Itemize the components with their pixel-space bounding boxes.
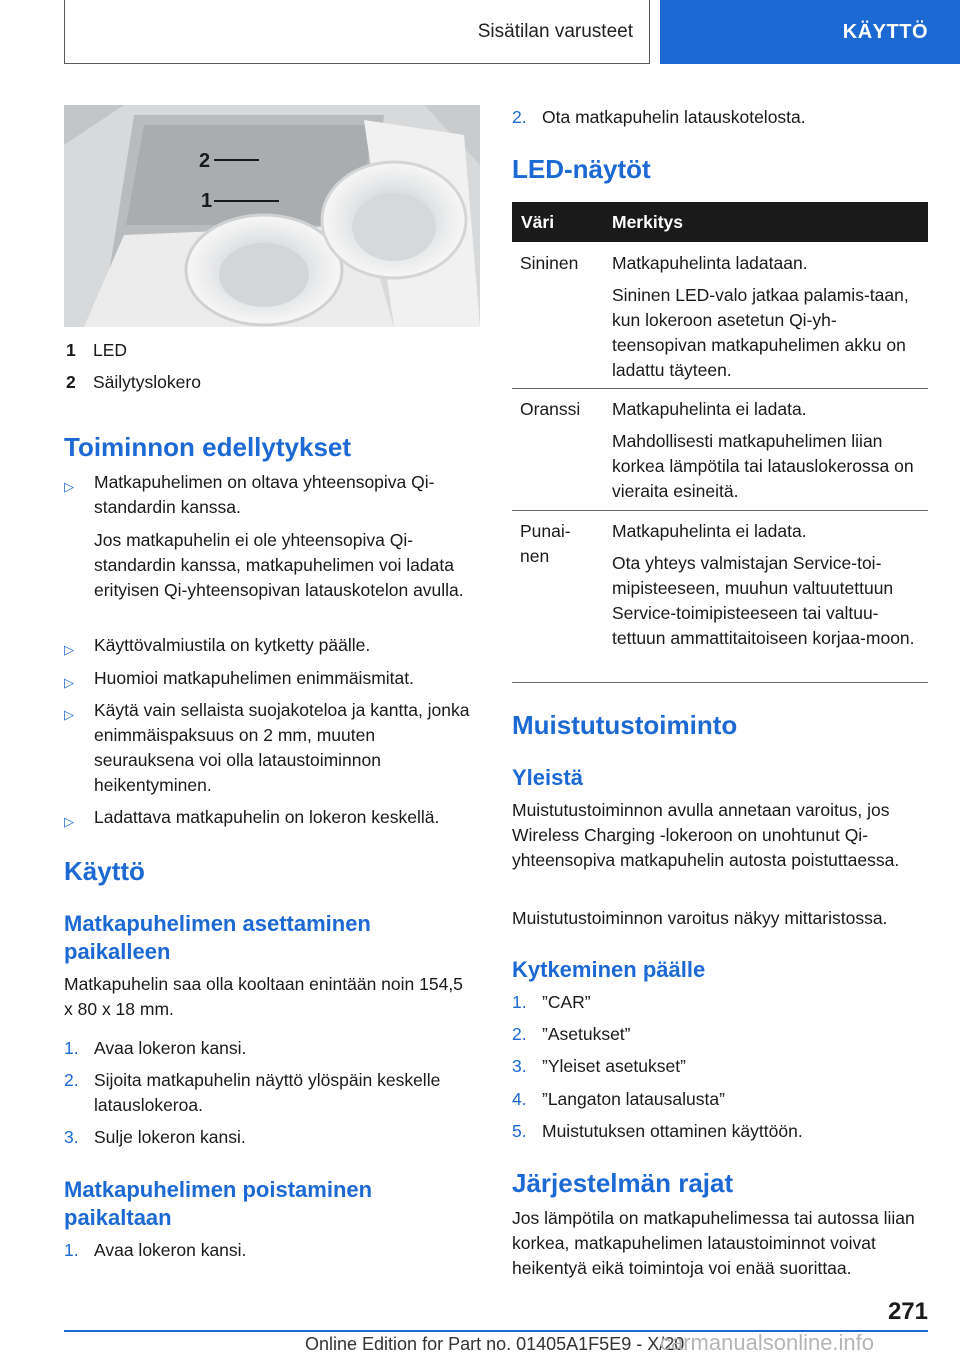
- table-divider: [512, 682, 928, 683]
- insert-heading: Matkapuhelimen asettaminen paikalleen: [64, 911, 371, 964]
- edition-text: Online Edition for Part no. 01405A1F5E9 - X/20: [305, 1334, 685, 1354]
- table-row-meaning: Matkapuhelinta ei ladata.: [612, 521, 807, 541]
- legend-num: 1: [66, 340, 76, 360]
- step-text: ”Langaton latausalusta”: [542, 1089, 725, 1109]
- use-heading: Käyttö: [64, 856, 145, 886]
- list-item-text: Huomioi matkapuhelimen enimmäismitat.: [94, 668, 414, 688]
- step-number: 2.: [64, 1070, 79, 1090]
- legend-text: Säilytyslokero: [93, 372, 201, 392]
- step-number: 2.: [512, 1024, 527, 1044]
- col-meaning-header: Merkitys: [612, 212, 684, 232]
- step-number: 2.: [512, 107, 527, 127]
- step-number: 5.: [512, 1121, 527, 1141]
- reminder-heading: Muistutustoiminto: [512, 710, 738, 740]
- step-text: Sijoita matkapuhelin näyttö ylöspäin keskelle latauslokeroa.: [94, 1070, 441, 1115]
- led-heading: LED-näytöt: [512, 154, 651, 184]
- general-paragraph: Muistutustoiminnon avulla annetaan varoitus, jos Wireless Charging -lokeroon on unohtunut Qi-yhteensopiva matkapuhelin autosta poistuttaessa.: [512, 800, 900, 870]
- list-item-text: Käyttövalmiustila on kytketty päälle.: [94, 635, 371, 655]
- step-text: ”Yleiset asetukset”: [542, 1056, 686, 1076]
- insert-text: Matkapuhelin saa olla kooltaan enintään noin 154,5 x 80 x 18 mm.: [64, 974, 463, 1019]
- remove-heading: Matkapuhelimen poistaminen paikaltaan: [64, 1177, 373, 1230]
- table-row-meaning: Sininen LED-valo jatkaa palamis-taan, kun lokeroon asetetun Qi-yh-teensopivan matkapuhelimen akku on ladattu täyteen.: [612, 285, 909, 380]
- watermark: carmanualsonline.info: [660, 1330, 875, 1355]
- triangle-bullet-icon: ▷: [64, 814, 74, 829]
- header-section: [64, 0, 650, 64]
- table-row-color: Oranssi: [520, 399, 581, 419]
- step-text: Muistutuksen ottaminen käyttöön.: [542, 1121, 803, 1141]
- general-heading: Yleistä: [512, 765, 583, 790]
- header-chapter-title: KÄYTTÖ: [842, 20, 928, 43]
- header-chapter: [660, 0, 960, 64]
- list-item-text: Matkapuhelimen on oltava yhteensopiva Qi-standardin kanssa.: [94, 472, 435, 517]
- step-text: Avaa lokeron kansi.: [94, 1038, 247, 1058]
- step-number: 4.: [512, 1089, 527, 1109]
- table-row-color: Punai-nen: [520, 521, 571, 566]
- limits-paragraph: Jos lämpötila on matkapuhelimessa tai autossa liian korkea, matkapuhelimen lataustoiminnot voivat heikentyä eikä toimintoja voi enää suorittaa.: [512, 1208, 915, 1278]
- wireless-charging-tray-image: [64, 105, 480, 327]
- triangle-bullet-icon: ▷: [64, 642, 74, 657]
- step-text: Sulje lokeron kansi.: [94, 1127, 246, 1147]
- triangle-bullet-icon: ▷: [64, 479, 74, 494]
- legend-num: 2: [66, 372, 76, 392]
- table-divider: [512, 510, 928, 511]
- callout-2-label: 2: [199, 150, 211, 172]
- step-number: 1.: [64, 1038, 79, 1058]
- prereq-heading: Toiminnon edellytykset: [64, 432, 352, 462]
- step-text: Ota matkapuhelin latauskotelosta.: [542, 107, 806, 127]
- limits-heading: Järjestelmän rajat: [512, 1168, 734, 1198]
- step-number: 3.: [64, 1127, 79, 1147]
- step-number: 1.: [512, 992, 527, 1012]
- list-item-text: Jos matkapuhelin ei ole yhteensopiva Qi-standardin kanssa, matkapuhelimen voi ladata erityisen Qi-yhteensopivan latauskotelon avulla.: [94, 530, 464, 600]
- led-table-header: [512, 202, 928, 242]
- step-text: ”CAR”: [542, 992, 591, 1012]
- step-text: ”Asetukset”: [542, 1024, 631, 1044]
- step-number: 1.: [64, 1240, 79, 1260]
- table-divider: [512, 388, 928, 389]
- step-number: 3.: [512, 1056, 527, 1076]
- step-text: Avaa lokeron kansi.: [94, 1240, 247, 1260]
- general-paragraph: Muistutustoiminnon varoitus näkyy mittaristossa.: [512, 908, 888, 928]
- table-row-color: Sininen: [520, 253, 579, 273]
- table-row-meaning: Matkapuhelinta ladataan.: [612, 253, 808, 273]
- list-item-text: Käytä vain sellaista suojakoteloa ja kantta, jonka enimmäispaksuus on 2 mm, muuten seurauksena voi olla lataustoiminnon heikentyminen.: [94, 700, 470, 795]
- table-row-meaning: Ota yhteys valmistajan Service-toi-mipisteeseen, muuhun valtuutettuun Service-toimipisteeseen tai valtuu-tettuun ammattitaitoiseen korjaa-moon.: [612, 553, 915, 648]
- header-section-title: Sisätilan varusteet: [477, 20, 633, 42]
- triangle-bullet-icon: ▷: [64, 707, 74, 722]
- table-row-meaning: Mahdollisesti matkapuhelimen liian korkea lämpötila tai latauslokerossa on vieraita esineitä.: [612, 431, 914, 501]
- page-number: 271: [887, 1298, 928, 1325]
- table-row-meaning: Matkapuhelinta ei ladata.: [612, 399, 807, 419]
- triangle-bullet-icon: ▷: [64, 675, 74, 690]
- legend-text: LED: [93, 340, 128, 360]
- list-item-text: Ladattava matkapuhelin on lokeron keskellä.: [94, 807, 440, 827]
- tray-illustration: [64, 105, 480, 327]
- col-color-header: Väri: [521, 212, 555, 232]
- callout-1-label: 1: [201, 190, 213, 212]
- enable-heading: Kytkeminen päälle: [512, 957, 706, 982]
